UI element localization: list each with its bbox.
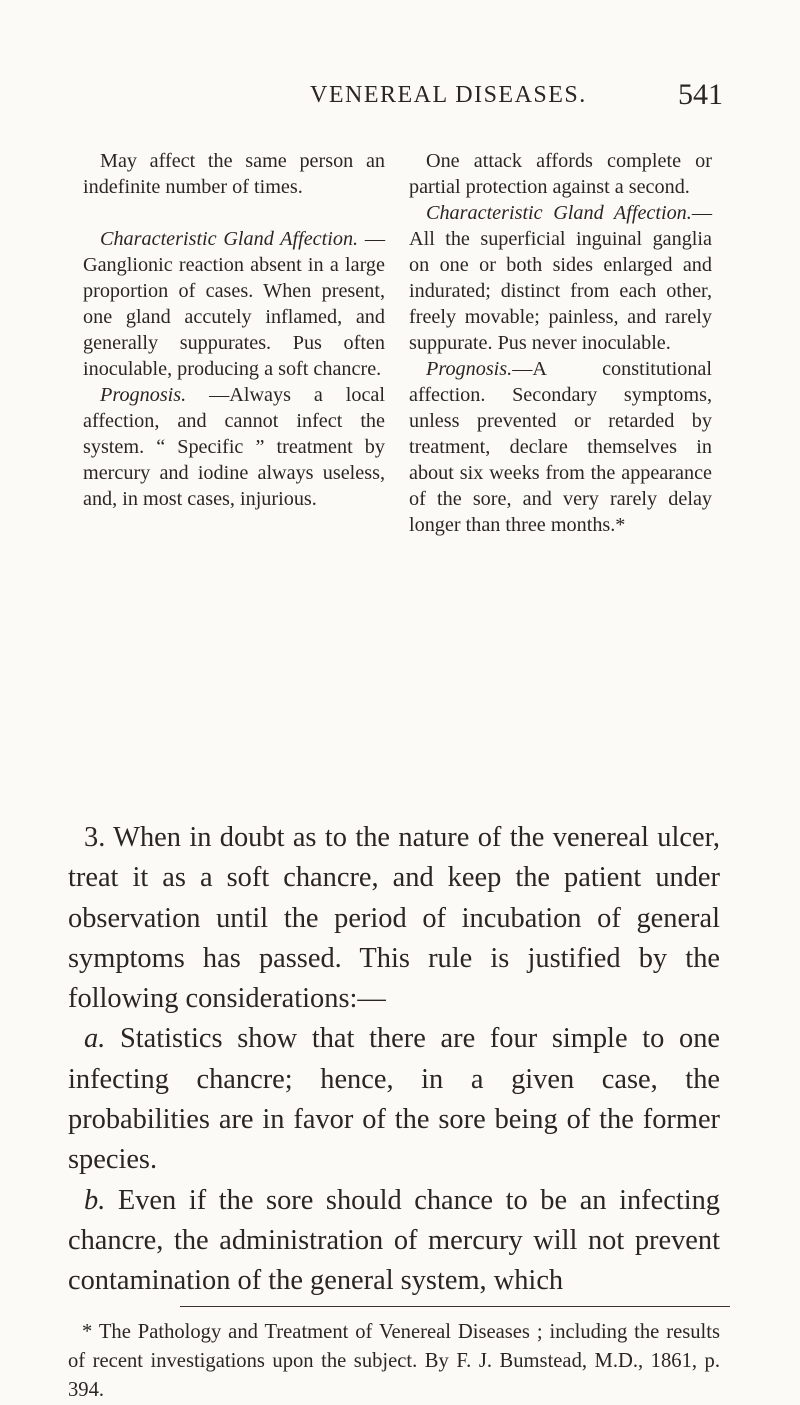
left-prognosis-label: Prognosis.: [100, 384, 187, 406]
left-column: [83, 148, 385, 512]
consideration-a: [68, 1019, 720, 1180]
main-text: [68, 818, 720, 1302]
consideration-b-label: b.: [84, 1184, 106, 1216]
right-paragraph-protection: [409, 148, 712, 200]
left-gland-label: Characteristic Gland Affection.: [100, 228, 359, 250]
consideration-a-label: a.: [84, 1023, 106, 1055]
consideration-b-text: Even if the sore should chance to be an infecting chancre, the administration of mercury will not prevent contamination of the general system, which: [68, 1184, 720, 1297]
consideration-a-text: Statistics show that there are four simple to one infecting chancre; hence, in a given case, the probabilities are in favor of the sore being of the former species.: [68, 1023, 720, 1176]
right-paragraph-prognosis: [409, 356, 712, 538]
right-prognosis-label: Prognosis.: [426, 358, 513, 380]
left-paragraph-gland: [83, 226, 385, 382]
running-head: [0, 78, 800, 118]
footnote: [68, 1318, 720, 1405]
consideration-b: [68, 1181, 720, 1302]
page-number: 541: [678, 78, 723, 111]
left-recurrence-text: May affect the same person an indefinite number of times.: [83, 150, 385, 198]
footnote-divider: [180, 1306, 730, 1307]
right-gland-text: —All the superficial inguinal ganglia on one or both sides enlarged and indurated; distinct from each other, freely movable; painless, and rarely suppurate. Pus never inoculable.: [409, 202, 712, 354]
right-paragraph-gland: [409, 200, 712, 356]
rule-paragraph: [68, 818, 720, 1019]
right-gland-label: Characteristic Gland Affection.: [426, 202, 692, 224]
right-protection-text: One attack affords complete or partial protection against a second.: [409, 150, 712, 198]
left-paragraph-recurrence: [83, 148, 385, 200]
left-gland-text: — Ganglionic reaction absent in a large proportion of cases. When present, one gland accutely inflamed, and generally suppurates. Pus often inoculable, producing a soft chancre.: [83, 228, 385, 380]
footnote-text: * The Pathology and Treatment of Venereal Diseases ; including the results of recent investigations upon the subject. By F. J. Bumstead, M.D., 1861, p. 394.: [68, 1321, 720, 1401]
right-column: [409, 148, 712, 538]
rule-text: 3. When in doubt as to the nature of the venereal ulcer, treat it as a soft chancre, and keep the patient under observation until the period of incubation of general symptoms has passed. This rule is justified by the following considerations:—: [68, 822, 720, 1015]
right-prognosis-text: —A constitutional affection. Secondary symptoms, unless prevented or retarded by treatment, declare themselves in about six weeks from the appearance of the sore, and very rarely delay longer than three months.*: [409, 358, 712, 536]
left-prognosis-text: —Always a local affection, and cannot infect the system. “ Specific ” treatment by mercury and iodine always useless, and, in most cases, injurious.: [83, 384, 385, 510]
running-title: VENEREAL DISEASES.: [310, 82, 587, 108]
left-paragraph-prognosis: [83, 382, 385, 512]
